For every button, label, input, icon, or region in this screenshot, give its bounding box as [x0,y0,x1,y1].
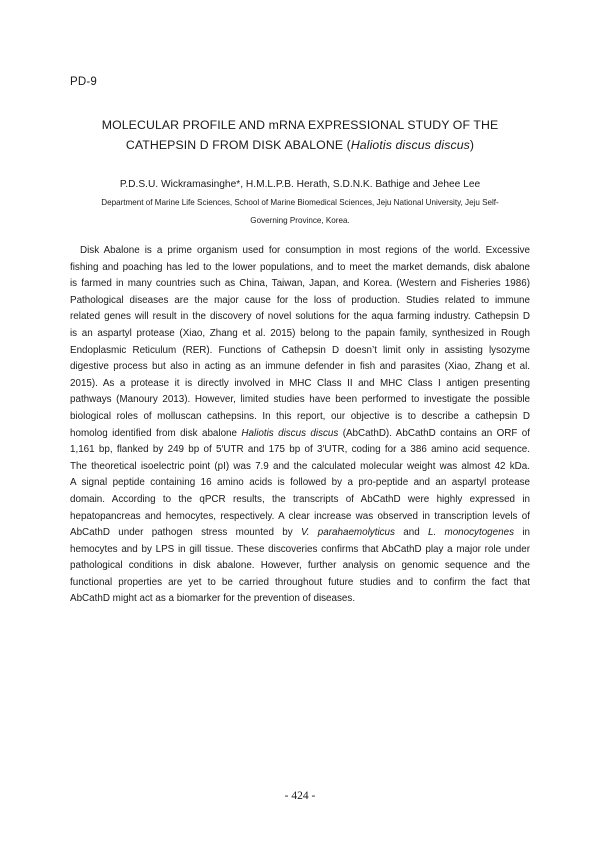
abstract-text: hemocytes and by LPS in gill tissue. These discoveries confirms that AbCathD play a major role under [70,543,530,555]
abstract-line [70,591,530,608]
abstract-text: biological roles of molluscan cathepsins. In this report, our objective is to describe a cathepsin D [70,410,530,422]
abstract-text: Disk Abalone is a prime organism used for consumption in most regions of the world. Excessive [80,245,530,256]
abstract-line [70,525,530,542]
abstract-text: pathological conditions in disk abalone. However, further analysis on genomic sequence and the [70,560,530,572]
author-list: P.D.S.U. Wickramasinghe*, H.M.L.P.B. Herath, S.D.N.K. Bathige and Jehee Lee [119,179,481,190]
abstract-line [70,442,530,459]
abstract-text: Pathological diseases are the major cause for the loss of production. Studies related to immune [70,294,530,306]
abstract-text: (AbCathD). AbCathD contains an ORF of [338,427,530,439]
abstract-text: pathways (Manoury 2013). However, limited studies have been performed to investigate the possible [70,394,530,406]
abstract-text: AbCathD under pathogen stress mounted by [70,527,301,539]
abstract-line [70,475,530,492]
abstract-italic-term: Haliotis discus discus [241,427,339,439]
affiliation [70,194,530,230]
abstract-line [70,309,530,326]
abstract-text: A signal peptide containing 16 amino acids is followed by a pro-peptide and an aspartyl protease [70,477,530,489]
title-line-1: MOLECULAR PROFILE AND mRNA EXPRESSIONAL STUDY OF THE [101,118,499,132]
abstract-line [70,426,530,443]
title-line-2-prefix: CATHEPSIN D FROM DISK ABALONE ( [125,138,351,152]
abstract-line [70,326,530,343]
abstract-line [70,575,530,592]
abstract-line [70,260,530,277]
abstract-line [70,376,530,393]
paper-title [70,115,530,155]
abstract-text: and [394,527,428,539]
abstract-text: in [514,527,530,539]
abstract-line [70,409,530,426]
title-species-name: Haliotis discus discus [350,138,470,152]
abstract-text: 2015). As a protease it is directly involved in MHC Class II and MHC Class I antigen presenting [70,377,530,389]
abstract-text: Endoplasmic Reticulum (RER). Functions of Cathepsin D doesn’t limit only in assisting lysozyme [70,344,530,356]
abstract-line [70,558,530,575]
affiliation-line-1: Department of Marine Life Sciences, School of Marine Biomedical Sciences, Jeju National University, Jeju Self- [101,198,499,207]
abstract-text: domain. According to the qPCR results, the transcripts of AbCathD were highly expressed in [70,493,530,505]
abstract-line [70,276,530,293]
affiliation-line-2: Governing Province, Korea. [250,216,350,225]
abstract-body [70,243,530,608]
title-line-2 [70,135,530,155]
abstract-text: homolog identified from disk abalone [70,427,242,439]
page-number: - 424 - [284,790,316,802]
abstract-text: The theoretical isoelectric point (pI) was 7.9 and the calculated molecular weight was almost 42 kDa. [70,460,530,472]
abstract-text: fishing and poaching has led to the lower populations, and to meet the market demands, disk abalone [70,261,530,273]
abstract-line [70,359,530,376]
title-line-2-suffix: ) [469,138,475,152]
abstract-line [70,343,530,360]
abstract-text: AbCathD might act as a biomarker for the prevention of diseases. [70,593,356,605]
abstract-line [70,392,530,409]
abstract-italic-term: V. parahaemolyticus [300,527,395,539]
paper-code: PD-9 [70,76,98,88]
abstract-text: is an aspartyl protease (Xiao, Zhang et al. 2015) belong to the papain family, synthesized in Rough [70,327,530,339]
abstract-line [70,542,530,559]
abstract-line [70,459,530,476]
abstract-text: functional properties are yet to be carried throughout future studies and to confirm the fact that [70,576,530,588]
abstract-line [70,243,530,260]
abstract-line [70,492,530,509]
abstract-line [70,293,530,310]
abstract-text: digestive process but also in acting as an immune defender in fish and parasites (Xiao, Zhang et al. [70,361,530,373]
abstract-text: 1,161 bp, flanked by 249 bp of 5′UTR and 175 bp of 3′UTR, coding for a 386 amino acid sequence. [70,444,530,456]
abstract-text: is farmed in many countries such as China, Taiwan, Japan, and Korea. (Western and Fisheries 1986) [70,278,530,290]
abstract-text: related genes will result in the discovery of novel solutions for the aqua farming industry. Cathepsin D [70,311,530,323]
abstract-line [70,509,530,526]
abstract-italic-term: L. monocytogenes [428,527,515,539]
abstract-text: hepatopancreas and hemocytes, respectively. A clear increase was observed in transcription levels of [70,510,530,522]
